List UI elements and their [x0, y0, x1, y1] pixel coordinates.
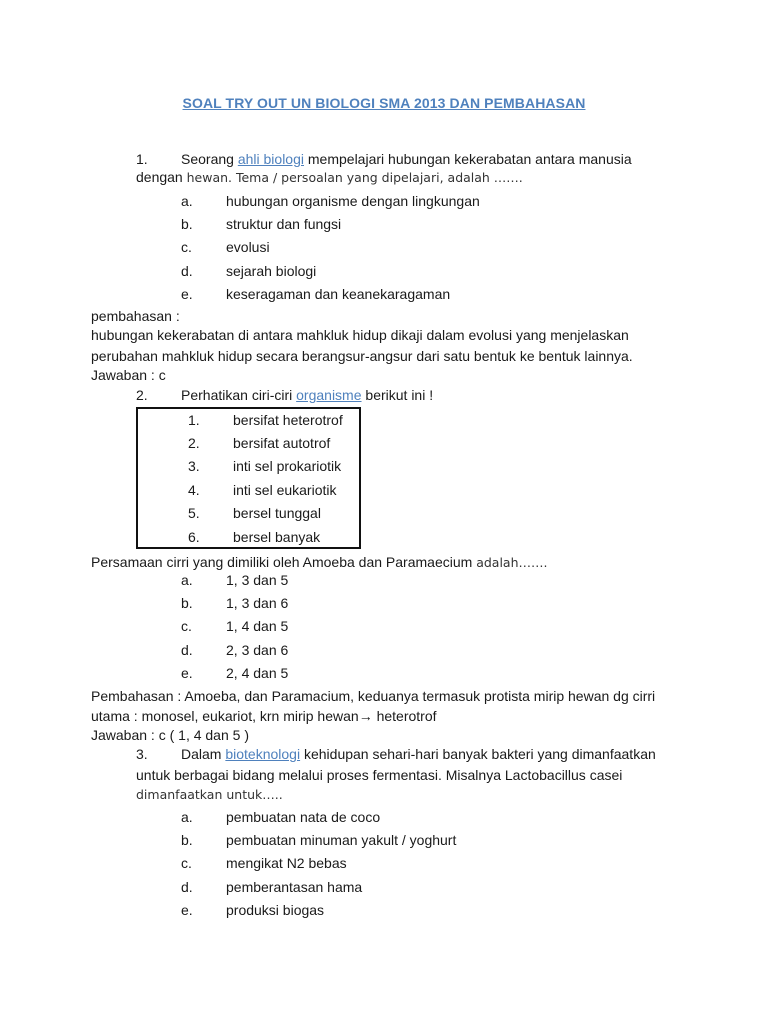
- q3-link-bioteknologi[interactable]: bioteknologi: [225, 746, 301, 762]
- q2-option-b-letter: b.: [181, 595, 193, 611]
- q3-option-e-text: produksi biogas: [226, 902, 325, 918]
- box-row: [138, 433, 359, 453]
- q2-option-b-text: 1, 3 dan 6: [226, 595, 289, 611]
- q1-question-line1: [181, 150, 632, 168]
- q3-question-line3: dimanfaatkan untuk…..: [136, 787, 283, 802]
- q2-explanation-line2: [91, 707, 437, 725]
- q2-question-b: adalah…….: [476, 555, 548, 570]
- q1-line2-a: dengan: [136, 169, 183, 185]
- q3-option-a-text: pembuatan nata de coco: [226, 809, 381, 825]
- q1-option-b-text: struktur dan fungsi: [226, 216, 342, 232]
- q3-option-c-letter: c.: [181, 855, 192, 871]
- q1-text-post: mempelajari hubungan kekerabatan antara manusia: [307, 151, 632, 167]
- q2-explanation-2b: heterotrof: [376, 708, 437, 724]
- q2-link-organisme[interactable]: organisme: [296, 387, 362, 403]
- q2-question-line1: [181, 386, 433, 404]
- box-row-text: inti sel eukariotik: [233, 482, 337, 498]
- box-row-number: 5.: [188, 505, 200, 521]
- box-row-text: bersifat heterotrof: [233, 412, 343, 428]
- q2-option-a-text: 1, 3 dan 5: [226, 572, 289, 588]
- q1-option-e-text: keseragaman dan keanekaragaman: [226, 286, 451, 302]
- box-row: [138, 480, 359, 500]
- q2-option-a-letter: a.: [181, 572, 193, 588]
- box-row-text: bersel tunggal: [233, 505, 321, 521]
- box-row: [138, 456, 359, 476]
- q2-text-post: berikut ini !: [365, 387, 434, 403]
- arrow-right-icon: →: [358, 708, 373, 724]
- characteristics-box: [136, 407, 361, 549]
- q1-number: 1.: [136, 151, 148, 167]
- q1-explanation-line1: hubungan kekerabatan di antara mahkluk hidup dikaji dalam evolusi yang menjelaskan: [91, 327, 629, 343]
- q2-option-e-letter: e.: [181, 665, 193, 681]
- q3-question-line2: untuk berbagai bidang melalui proses fermentasi. Misalnya Lactobacillus casei: [136, 767, 623, 783]
- q1-option-b-letter: b.: [181, 216, 193, 232]
- q3-option-c-text: mengikat N2 bebas: [226, 855, 347, 871]
- q1-line2-b: hewan. Tema / persoalan yang dipelajari, adalah …….: [186, 170, 523, 185]
- page-title: SOAL TRY OUT UN BIOLOGI SMA 2013 DAN PEMBAHASAN: [182, 95, 586, 111]
- q3-question-line1: [181, 745, 656, 763]
- q1-question-line2: [136, 168, 523, 187]
- q2-question-a: Persamaan cirri yang dimiliki oleh Amoeba dan Paramaecium: [91, 554, 473, 570]
- q1-text-pre: Seorang: [181, 151, 234, 167]
- box-row-text: bersel banyak: [233, 529, 321, 545]
- q3-option-e-letter: e.: [181, 902, 193, 918]
- q2-option-d-text: 2, 3 dan 6: [226, 642, 289, 658]
- q3-text-pre: Dalam: [181, 746, 222, 762]
- q2-explanation-2a: utama : monosel, eukariot, krn mirip hewan: [91, 708, 359, 724]
- box-row-number: 4.: [188, 482, 200, 498]
- q2-answer: Jawaban : c ( 1, 4 dan 5 ): [91, 727, 249, 743]
- q1-option-c-letter: c.: [181, 239, 192, 255]
- q2-option-d-letter: d.: [181, 642, 193, 658]
- q1-option-c-text: evolusi: [226, 239, 270, 255]
- q3-option-d-text: pemberantasan hama: [226, 879, 363, 895]
- box-row: [138, 503, 359, 523]
- box-row-number: 6.: [188, 529, 200, 545]
- q2-explanation-line1: Pembahasan : Amoeba, dan Paramacium, keduanya termasuk protista mirip hewan dg cirri: [91, 688, 656, 704]
- q1-explanation-label: pembahasan :: [91, 308, 180, 324]
- q2-number: 2.: [136, 387, 148, 403]
- q1-option-a-letter: a.: [181, 193, 193, 209]
- box-row-number: 3.: [188, 458, 200, 474]
- q1-option-e-letter: e.: [181, 286, 193, 302]
- box-row-number: 1.: [188, 412, 200, 428]
- q3-number: 3.: [136, 746, 148, 762]
- q2-option-e-text: 2, 4 dan 5: [226, 665, 289, 681]
- box-row-text: inti sel prokariotik: [233, 458, 342, 474]
- q1-option-d-letter: d.: [181, 263, 193, 279]
- q1-answer: Jawaban : c: [91, 367, 166, 383]
- q2-text-pre: Perhatikan ciri-ciri: [181, 387, 293, 403]
- q1-explanation-line2: perubahan mahkluk hidup secara berangsur-angsur dari satu bentuk ke bentuk lainnya.: [91, 348, 633, 364]
- q3-option-d-letter: d.: [181, 879, 193, 895]
- box-row: [138, 410, 359, 430]
- q3-option-b-letter: b.: [181, 832, 193, 848]
- q1-option-a-text: hubungan organisme dengan lingkungan: [226, 193, 480, 209]
- q1-option-d-text: sejarah biologi: [226, 263, 317, 279]
- q2-question-line2: [91, 553, 547, 572]
- box-row-text: bersifat autotrof: [233, 435, 331, 451]
- box-row: [138, 527, 359, 547]
- q3-option-a-letter: a.: [181, 809, 193, 825]
- q2-option-c-text: 1, 4 dan 5: [226, 618, 289, 634]
- box-row-number: 2.: [188, 435, 200, 451]
- q3-text-post: kehidupan sehari-hari banyak bakteri yang dimanfaatkan: [303, 746, 656, 762]
- q1-link-ahli-biologi[interactable]: ahli biologi: [237, 151, 304, 167]
- q3-option-b-text: pembuatan minuman yakult / yoghurt: [226, 832, 457, 848]
- q2-option-c-letter: c.: [181, 618, 192, 634]
